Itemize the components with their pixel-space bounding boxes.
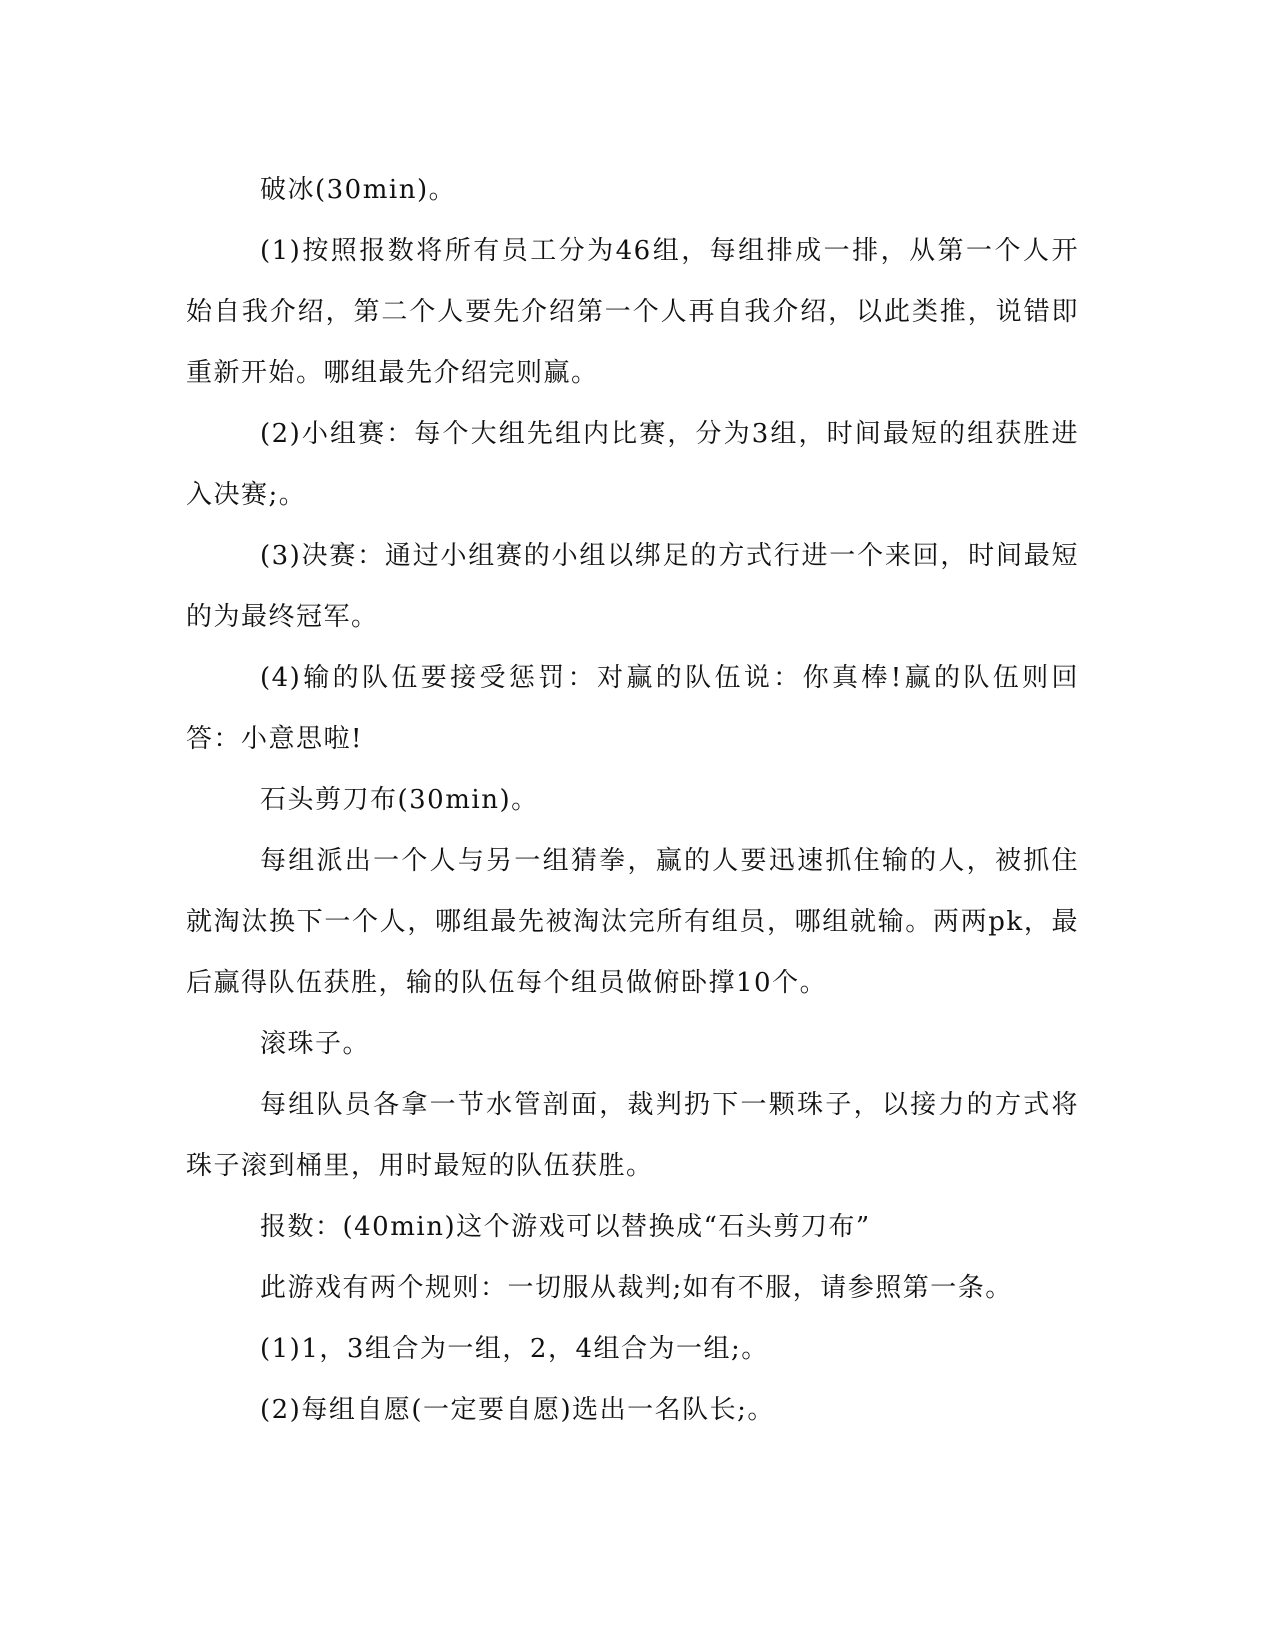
section-heading-icebreaker: 破冰(30min)。 xyxy=(260,175,457,205)
paragraph-rolling-beads: 每组队员各拿一节水管剖面，裁判扔下一颗珠子，以接力的方式将珠子滚到桶里，用时最短的队伍获胜。 xyxy=(186,1090,1079,1181)
section-heading-rock-paper-scissors: 石头剪刀布(30min)。 xyxy=(260,785,539,815)
paragraph-game-rules: 此游戏有两个规则：一切服从裁判;如有不服，请参照第一条。 xyxy=(260,1273,1013,1303)
paragraph-count-off-1: (1)1，3组合为一组，2，4组合为一组;。 xyxy=(260,1334,769,1364)
document-body xyxy=(186,160,1079,1441)
paragraph-rule-1: (1)按照报数将所有员工分为46组，每组排成一排，从第一个人开始自我介绍，第二个人要先介绍第一个人再自我介绍，以此类推，说错即重新开始。哪组最先介绍完则赢。 xyxy=(186,236,1079,388)
paragraph-rule-4: (4)输的队伍要接受惩罚：对赢的队伍说：你真棒!赢的队伍则回答：小意思啦! xyxy=(186,663,1079,754)
paragraph-rule-2: (2)小组赛：每个大组先组内比赛，分为3组，时间最短的组获胜进入决赛;。 xyxy=(186,419,1079,510)
paragraph-rock-paper-scissors: 每组派出一个人与另一组猜拳，赢的人要迅速抓住输的人，被抓住就淘汰换下一个人，哪组最先被淘汰完所有组员，哪组就输。两两pk，最后赢得队伍获胜，输的队伍每个组员做俯卧撑10个。 xyxy=(186,846,1079,998)
paragraph-rule-3: (3)决赛：通过小组赛的小组以绑足的方式行进一个来回，时间最短的为最终冠军。 xyxy=(186,541,1079,632)
section-heading-count-off: 报数：(40min)这个游戏可以替换成“石头剪刀布” xyxy=(260,1212,871,1242)
paragraph-count-off-2: (2)每组自愿(一定要自愿)选出一名队长;。 xyxy=(260,1395,775,1425)
section-heading-rolling-beads: 滚珠子。 xyxy=(260,1029,371,1059)
